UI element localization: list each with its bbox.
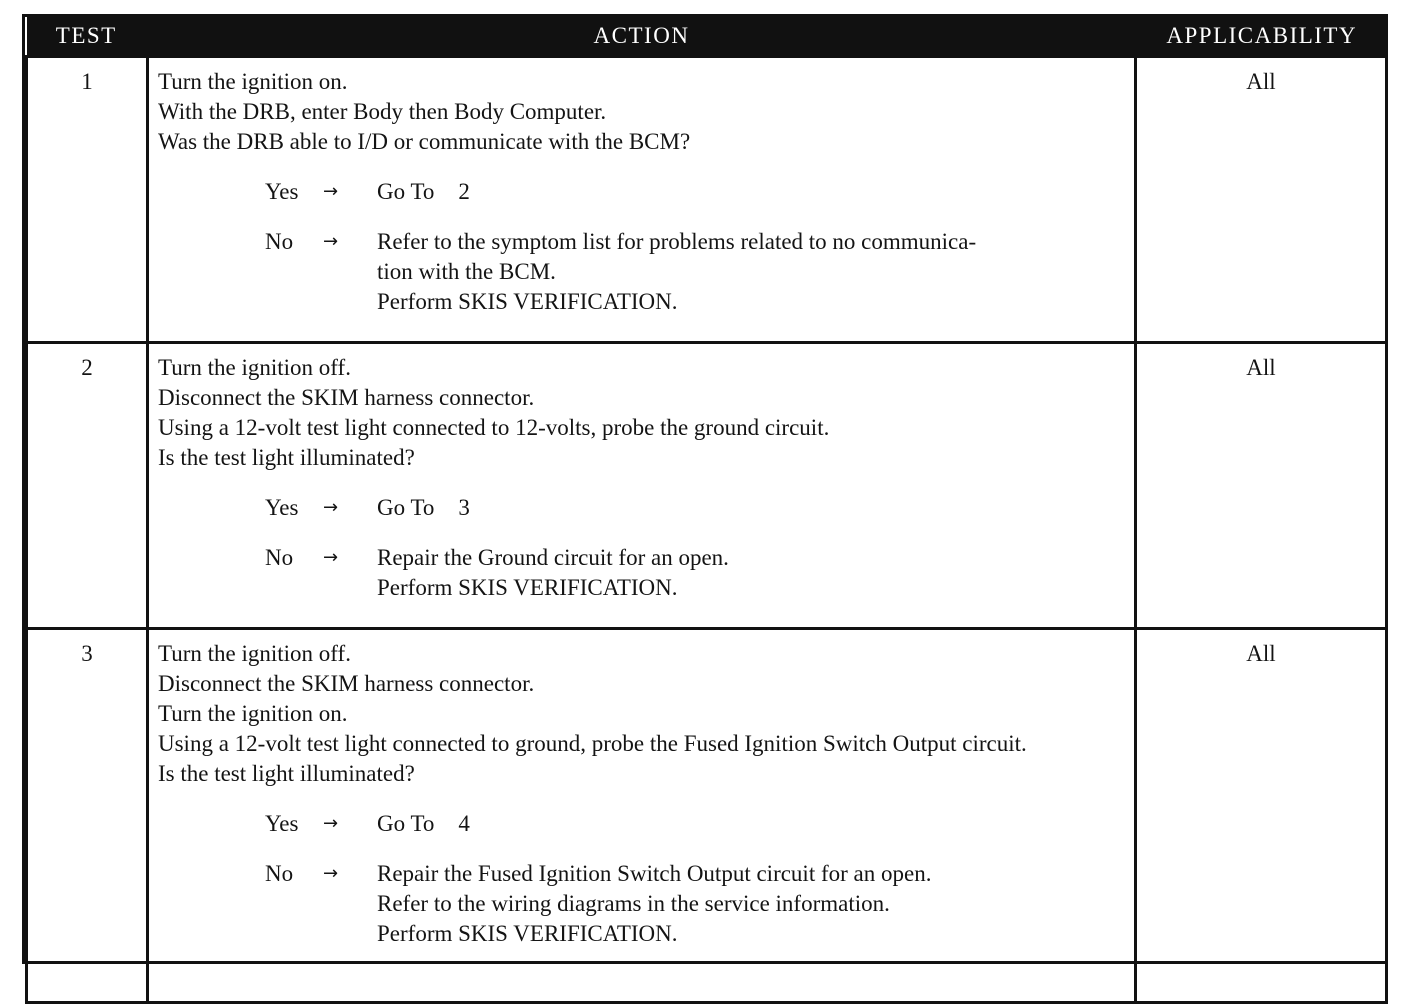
yes-answer [158,809,1125,839]
test-table [25,17,1388,1004]
yes-result [377,177,1125,207]
applicability-value: All [1136,343,1387,629]
goto-label: Go To [377,495,435,520]
test-number: 1 [27,57,148,343]
action-cell [148,343,1136,629]
no-result-line: Perform SKIS VERIFICATION. [377,289,678,314]
test-number: 3 [27,629,148,1003]
answers [158,809,1125,949]
yes-answer [158,493,1125,523]
action-line: Turn the ignition on. [158,701,348,726]
yes-label: Yes [265,179,299,204]
yes-result [377,493,1125,523]
no-result-line: Refer to the wiring diagrams in the service information. [377,891,890,916]
applicability-value: All [1136,629,1387,1003]
goto-number: 2 [458,179,470,204]
test-number: 2 [27,343,148,629]
yes-label: Yes [265,811,299,836]
no-label: No [265,861,294,886]
table-row [27,343,1387,629]
goto-number: 4 [458,811,470,836]
no-result [377,859,1125,949]
yes-result [377,809,1125,839]
table-body [27,57,1387,1003]
goto-label: Go To [377,811,435,836]
action-line: Is the test light illuminated? [158,445,415,470]
arrow-icon: → [323,547,339,568]
arrow-icon: → [323,813,339,834]
no-result [377,227,1125,317]
action-line: Turn the ignition off. [158,355,351,380]
no-result-line: tion with the BCM. [377,259,556,284]
action-cell [148,57,1136,343]
yes-answer [158,177,1125,207]
table-header [27,17,1387,57]
header-applicability: APPLICABILITY [1136,17,1387,57]
arrow-icon: → [323,231,339,252]
action-line: Disconnect the SKIM harness connector. [158,385,535,410]
header-test: TEST [27,17,148,57]
action-line: Was the DRB able to I/D or communicate with the BCM? [158,129,691,154]
no-result-line: Repair the Fused Ignition Switch Output circuit for an open. [377,861,932,886]
action-line: Turn the ignition off. [158,641,351,666]
no-answer [158,227,1125,317]
answers [158,177,1125,317]
action-line: Using a 12-volt test light connected to 12-volts, probe the ground circuit. [158,415,830,440]
yes-label: Yes [265,495,299,520]
action-line: Is the test light illuminated? [158,761,415,786]
arrow-icon: → [323,181,339,202]
table-row [27,629,1387,1003]
action-line: With the DRB, enter Body then Body Computer. [158,99,607,124]
header-action: ACTION [148,17,1136,57]
arrow-icon: → [323,497,339,518]
answers [158,493,1125,603]
action-line: Using a 12-volt test light connected to ground, probe the Fused Ignition Switch Output circuit. [158,731,1027,756]
header-row [27,17,1387,57]
no-answer [158,859,1125,949]
action-cell [148,629,1136,1003]
action-line: Disconnect the SKIM harness connector. [158,671,535,696]
no-result-line: Repair the Ground circuit for an open. [377,545,729,570]
no-answer [158,543,1125,603]
goto-label: Go To [377,179,435,204]
no-result-line: Perform SKIS VERIFICATION. [377,575,678,600]
applicability-value: All [1136,57,1387,343]
no-label: No [265,545,294,570]
goto-number: 3 [458,495,470,520]
no-result-line: Refer to the symptom list for problems related to no communica- [377,229,977,254]
diagnostic-table [22,14,1388,964]
no-result [377,543,1125,603]
no-result-line: Perform SKIS VERIFICATION. [377,921,678,946]
table-row [27,57,1387,343]
no-label: No [265,229,294,254]
arrow-icon: → [323,863,339,884]
action-line: Turn the ignition on. [158,69,348,94]
